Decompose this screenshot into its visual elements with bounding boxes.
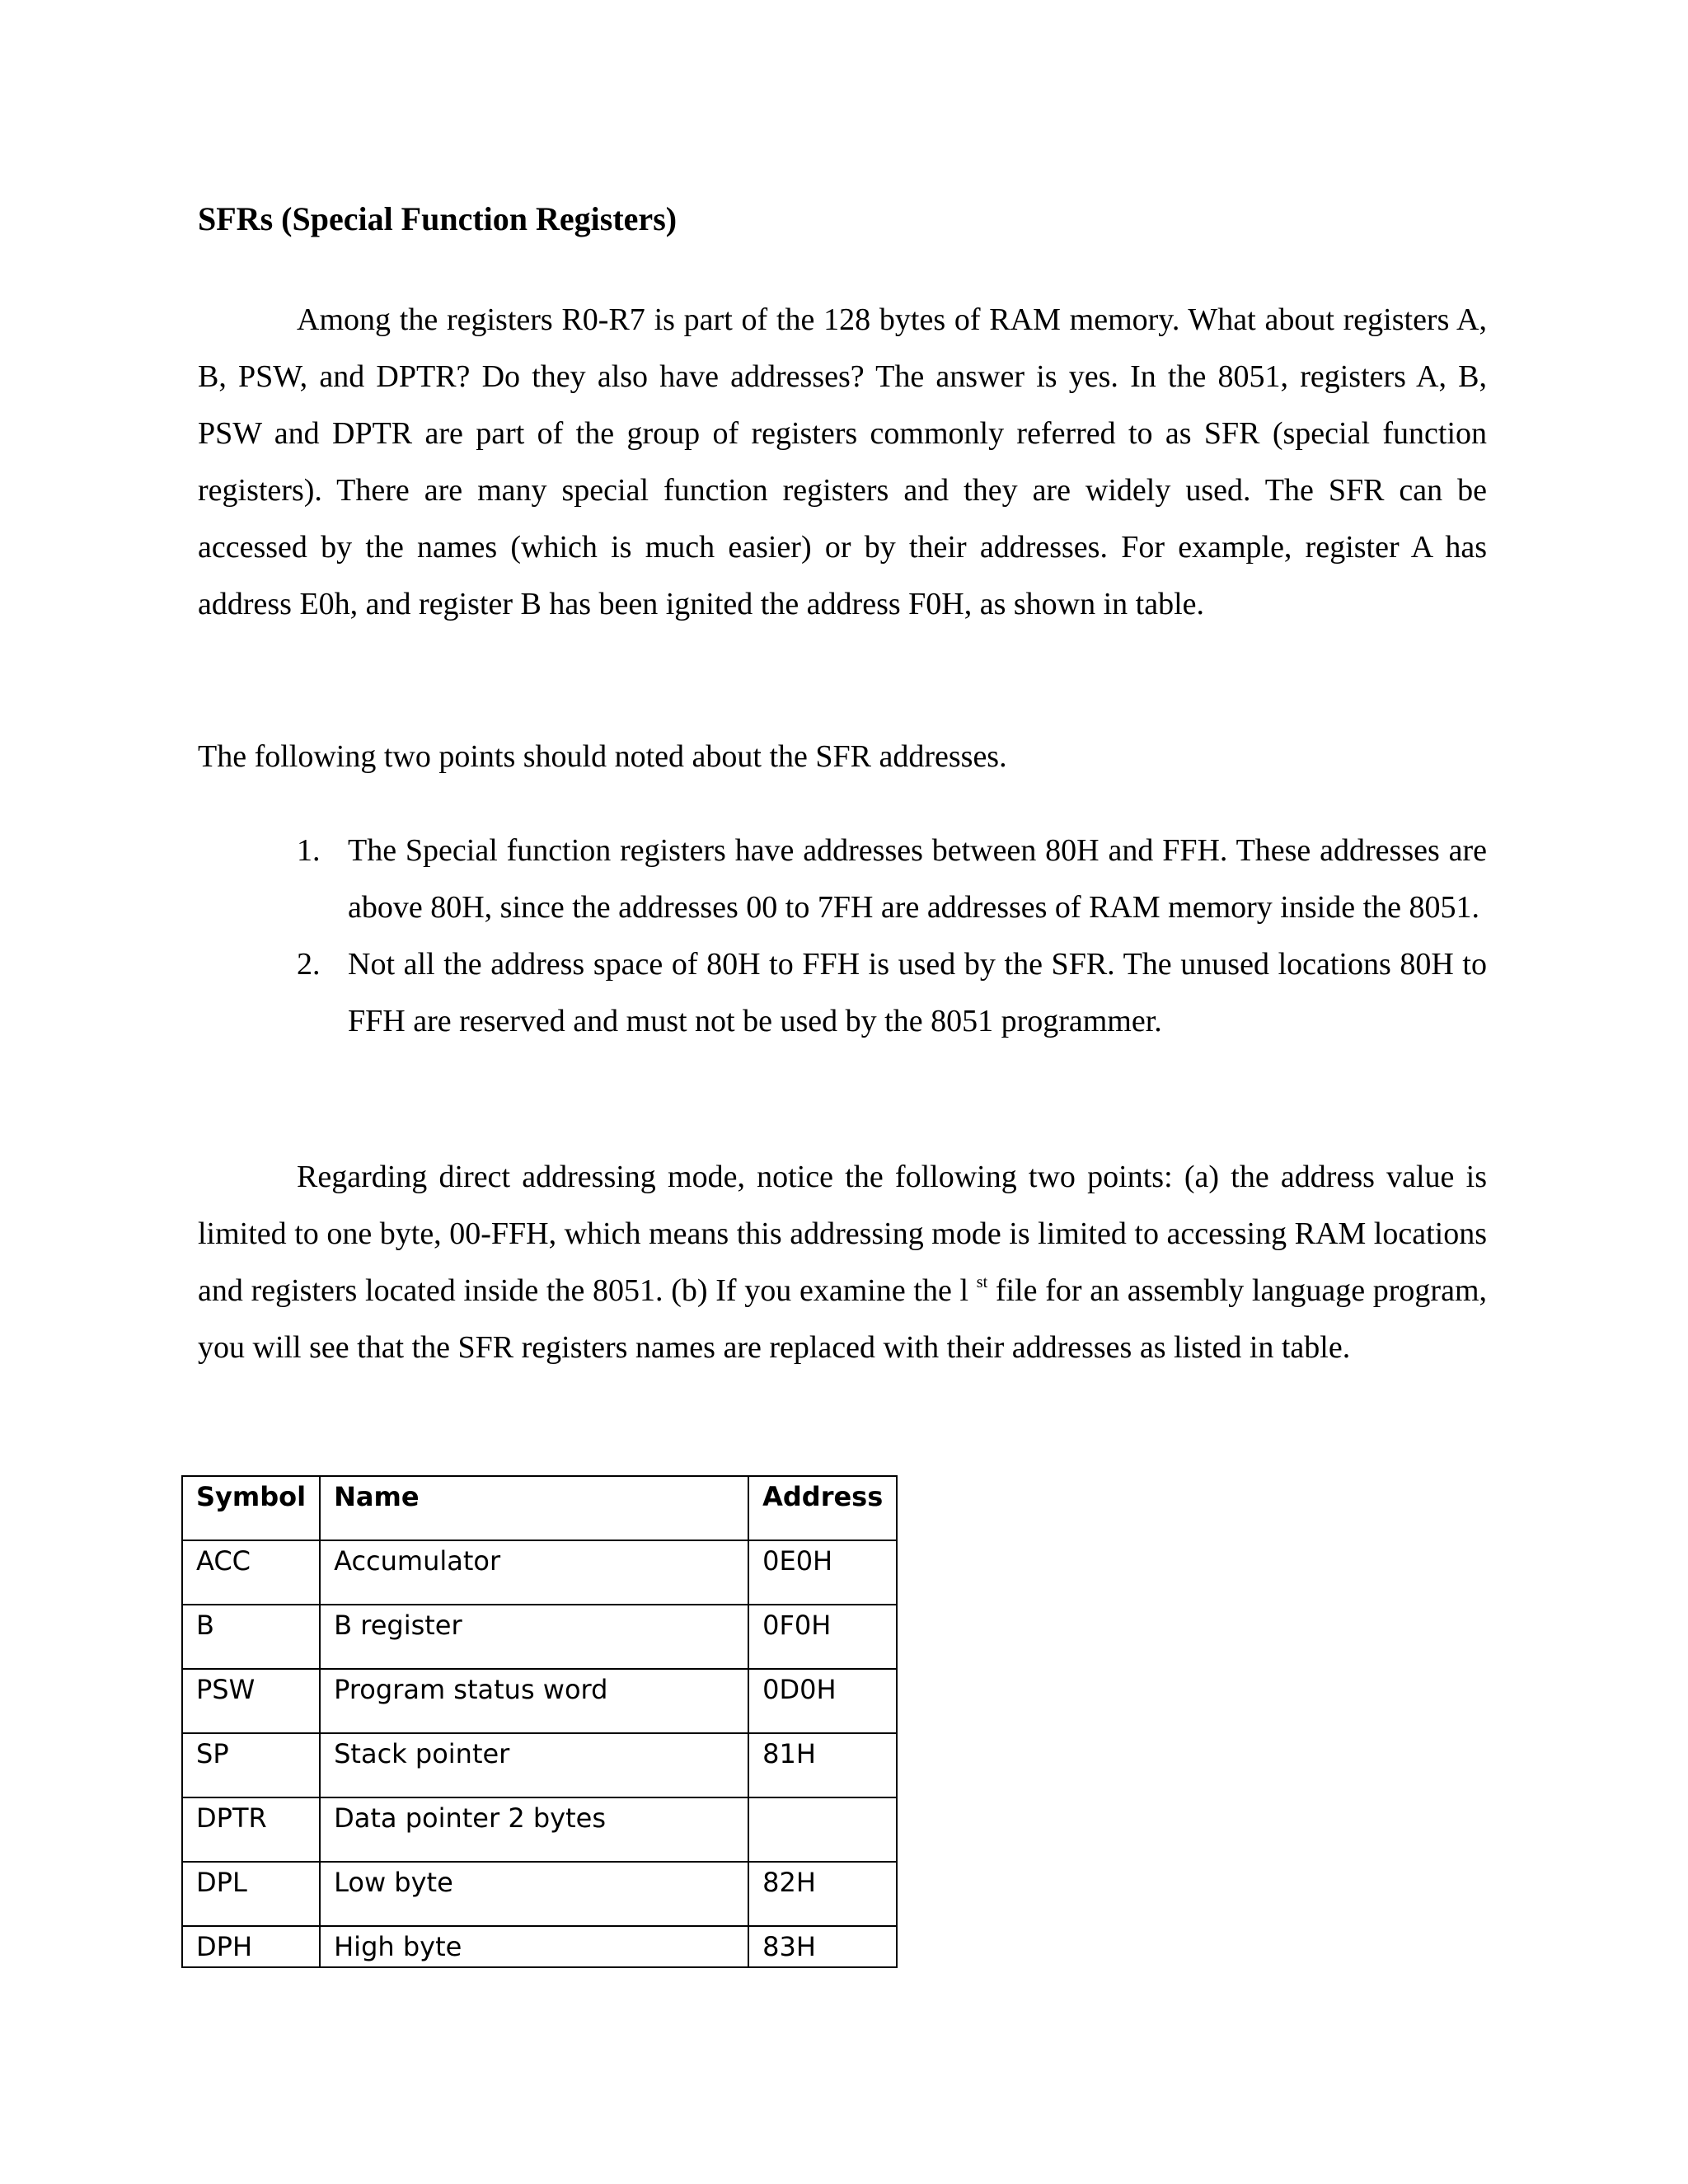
sfr-points-list (297, 823, 1487, 1050)
paragraph-text: file for an assembly language program, you will see that the SFR registers names are replaced with their addresses as listed in table. (198, 1273, 1487, 1365)
cell-symbol: DPH (182, 1926, 320, 1967)
cell-symbol: SP (182, 1733, 320, 1797)
superscript: st (976, 1273, 988, 1291)
table-row (182, 1862, 897, 1926)
points-intro-paragraph: The following two points should noted about the SFR addresses. (198, 739, 1007, 774)
cell-name: Program status word (320, 1669, 748, 1733)
table-row (182, 1926, 897, 1967)
table-row (182, 1797, 897, 1862)
paragraph-text: Regarding direct addressing mode, notice the following two points: (a) the address value is limited to one byte, 00-FFH, which means this addressing mode is limited to accessing RAM locations and registers located inside the 8051. (b) If you examine the l (198, 1160, 1487, 1308)
cell-name: High byte (320, 1926, 748, 1967)
cell-address: 81H (748, 1733, 897, 1797)
cell-address: 82H (748, 1862, 897, 1926)
list-item-number: 2. (297, 947, 321, 982)
table-row (182, 1540, 897, 1605)
column-header-name: Name (320, 1476, 748, 1540)
column-header-address: Address (748, 1476, 897, 1540)
list-item-text: Not all the address space of 80H to FFH is used by the SFR. The unused locations 80H to FFH are reserved and must not be used by the 8051 programmer. (348, 947, 1487, 1038)
page-title: SFRs (Special Function Registers) (198, 200, 678, 237)
cell-name: Data pointer 2 bytes (320, 1797, 748, 1862)
cell-name: B register (320, 1605, 748, 1669)
cell-address: 83H (748, 1926, 897, 1967)
addressing-mode-paragraph (198, 1149, 1487, 1376)
cell-name: Accumulator (320, 1540, 748, 1605)
cell-address: 0E0H (748, 1540, 897, 1605)
intro-paragraph: Among the registers R0-R7 is part of the 128 bytes of RAM memory. What about registers A, B, PSW, and DPTR? Do they also have addresses? The answer is yes. In the 8051, registers A, B, PSW and DPTR are part of the group of registers commonly referred to as SFR (special function registers). There are many special function registers and they are widely used. The SFR can be accessed by the names (which is much easier) or by their addresses. For example, register A has address E0h, and register B has been ignited the address F0H, as shown in table. (198, 302, 1487, 621)
sfr-table (181, 1475, 898, 1968)
table-row (182, 1605, 897, 1669)
list-item (297, 936, 1487, 1050)
cell-symbol: PSW (182, 1669, 320, 1733)
list-item-text: The Special function registers have addresses between 80H and FFH. These addresses are above 80H, since the addresses 00 to 7FH are addresses of RAM memory inside the 8051. (348, 833, 1487, 925)
table-row (182, 1669, 897, 1733)
cell-address: 0D0H (748, 1669, 897, 1733)
list-item-number: 1. (297, 833, 321, 868)
cell-address (748, 1797, 897, 1862)
cell-symbol: ACC (182, 1540, 320, 1605)
table-row (182, 1733, 897, 1797)
list-item (297, 823, 1487, 936)
cell-address: 0F0H (748, 1605, 897, 1669)
cell-symbol: B (182, 1605, 320, 1669)
table-header-row (182, 1476, 897, 1540)
cell-name: Low byte (320, 1862, 748, 1926)
cell-symbol: DPTR (182, 1797, 320, 1862)
column-header-symbol: Symbol (182, 1476, 320, 1540)
cell-symbol: DPL (182, 1862, 320, 1926)
cell-name: Stack pointer (320, 1733, 748, 1797)
